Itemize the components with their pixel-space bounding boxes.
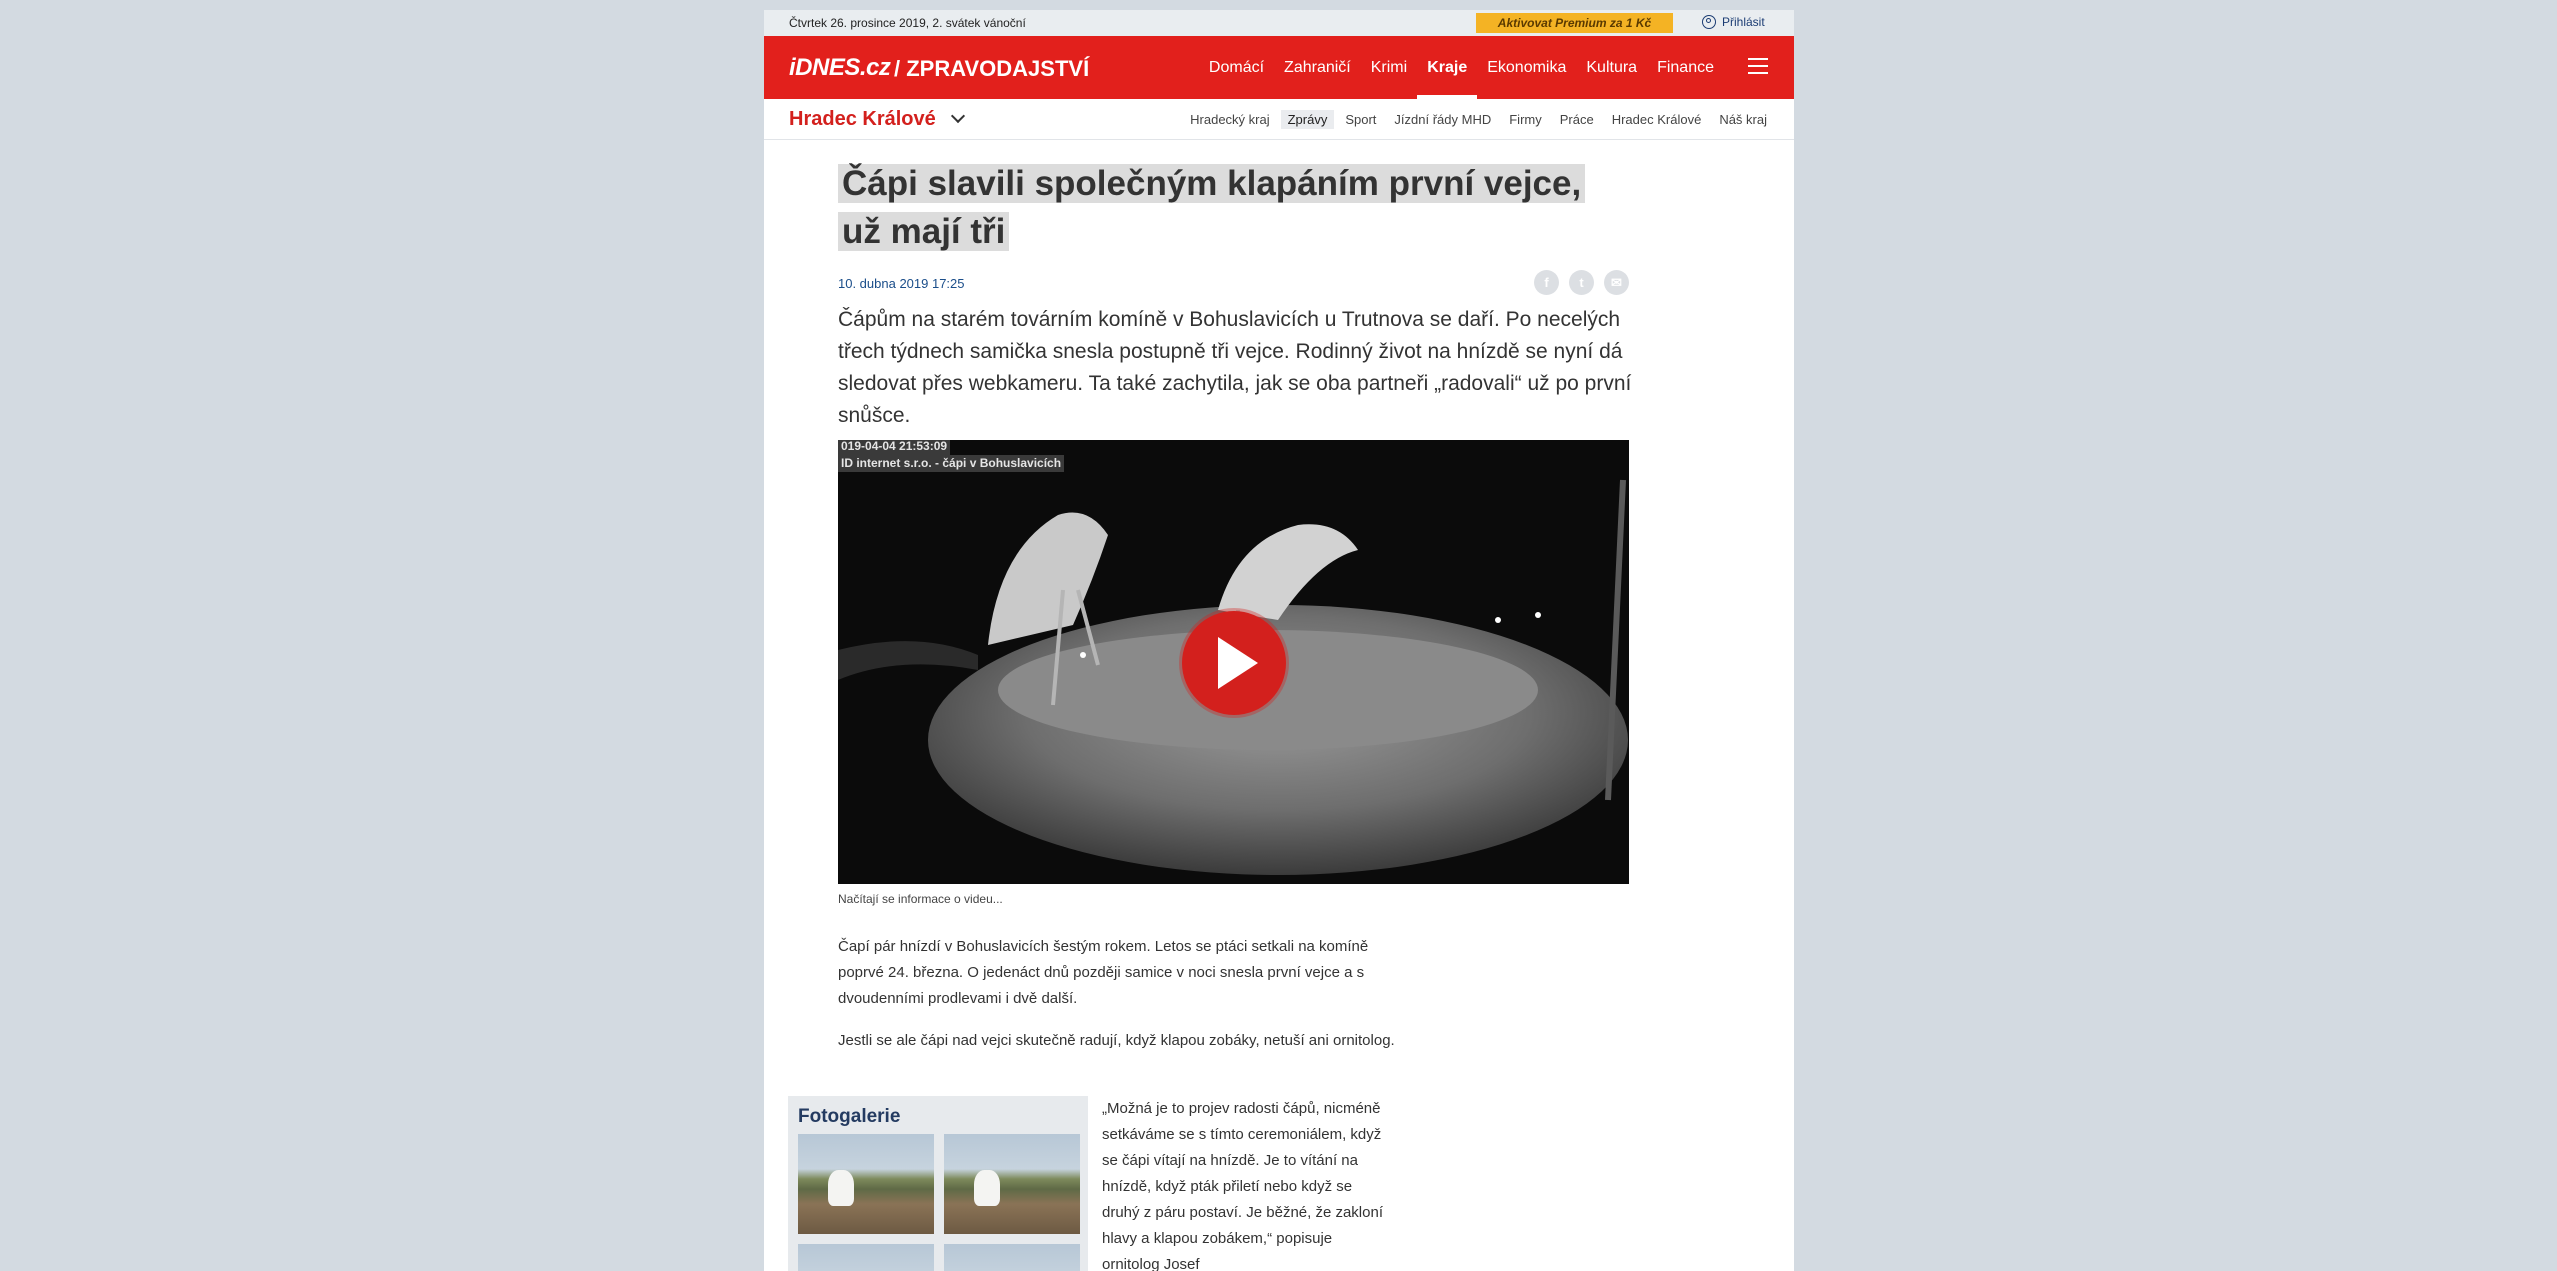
login-label: Přihlásit (1722, 15, 1765, 29)
main-nav (1199, 36, 1724, 99)
nav-item-krimi[interactable]: Krimi (1370, 59, 1408, 76)
section-title[interactable]: / ZPRAVODAJSTVÍ (894, 56, 1090, 81)
chevron-down-icon[interactable] (951, 109, 965, 123)
subnav-item-jizdni-rady[interactable]: Jízdní řády MHD (1394, 112, 1492, 127)
video-source: ID internet s.r.o. - čápi v Bohuslavicích (838, 455, 1064, 472)
subnav-item-zpravy[interactable]: Zprávy (1281, 110, 1335, 129)
article-date: 10. dubna 2019 17:25 (838, 276, 965, 291)
nav-item-zahranici[interactable]: Zahraničí (1284, 59, 1351, 76)
nav-item-ekonomika[interactable]: Ekonomika (1487, 59, 1567, 76)
subnav-item-sport[interactable]: Sport (1345, 112, 1377, 127)
photo-gallery[interactable] (788, 1096, 1088, 1271)
subnav-item-hradec-kralove[interactable]: Hradec Králové (1611, 112, 1702, 127)
article-paragraph: Čapí pár hnízdí v Bohuslavicích šestým rokem. Letos se ptáci setkali na komíně poprvé 24. března. O jedenáct dnů později samice v noci snesla první vejce a s dvoudenními prodlevami i dvě další. (838, 938, 1369, 1007)
gallery-thumbnail[interactable] (944, 1134, 1080, 1234)
headline-text: Čápi slavili společným klapáním první vejce, už mají tři (838, 164, 1585, 251)
article-perex: Čápům na starém továrním komíně v Bohuslavicích u Trutnova se daří. Po necelých třech týdnech samička snesla postupně tři vejce. Rodinný život na hnízdě se nyní dá sledovat přes webkameru. Ta také zachytila, jak se oba partneři „radovali“ už po první snůšce. (838, 308, 1632, 427)
video-caption: Načítají se informace o videu... (838, 892, 1003, 906)
hamburger-menu-icon[interactable] (1748, 58, 1768, 76)
nav-item-finance[interactable]: Finance (1657, 59, 1714, 76)
video-player[interactable] (838, 440, 1629, 884)
regional-subnav (764, 99, 1794, 140)
nav-item-domaci[interactable]: Domácí (1208, 59, 1265, 76)
share-buttons (1534, 270, 1629, 295)
article-paragraph: „Možná je to projev radosti čápů, nicméně setkáváme se s tímto ceremoniálem, když se čápi vítají na hnízdě. Je to vítání na hnízdě, když pták přiletí nebo když se druhý z páru postaví. Je běžné, že zakloní hlavy a klapou zobákem,“ popisuje ornitolog Josef (1102, 1100, 1383, 1271)
email-icon[interactable]: ✉ (1604, 270, 1629, 295)
subnav-item-firmy[interactable]: Firmy (1509, 112, 1542, 127)
nav-item-kultura[interactable]: Kultura (1586, 59, 1638, 76)
premium-button[interactable]: Aktivovat Premium za 1 Kč (1476, 13, 1673, 33)
current-date: Čtvrtek 26. prosince 2019, 2. svátek vánoční (789, 16, 1026, 30)
video-timestamp: 019-04-04 21:53:09 (838, 440, 950, 455)
subnav-item-hradecky-kraj[interactable]: Hradecký kraj (1190, 112, 1270, 127)
gallery-thumbnail[interactable] (798, 1244, 934, 1271)
gallery-thumbnail[interactable] (798, 1134, 934, 1234)
subnav-item-nas-kraj[interactable]: Náš kraj (1719, 112, 1767, 127)
gallery-thumbnail[interactable] (944, 1244, 1080, 1271)
page (764, 10, 1794, 1271)
subnav-item-prace[interactable]: Práce (1559, 112, 1594, 127)
facebook-icon[interactable]: f (1534, 270, 1559, 295)
site-logo[interactable]: iDNES.cz (789, 54, 891, 81)
nav-item-kraje[interactable]: Kraje (1417, 36, 1477, 99)
play-button[interactable] (1182, 611, 1286, 715)
subnav-links (1183, 110, 1774, 129)
top-bar (764, 10, 1794, 36)
article-headline (838, 160, 1598, 256)
site-header (764, 36, 1794, 99)
article-paragraph: Jestli se ale čápi nad vejci skutečně radují, když klapou zobáky, netuší ani ornitolog. (838, 1032, 1395, 1049)
gallery-title: Fotogalerie (798, 1106, 901, 1127)
user-circle-icon (1702, 15, 1716, 29)
login-link[interactable] (1702, 15, 1765, 29)
twitter-icon[interactable]: t (1569, 270, 1594, 295)
region-selector[interactable]: Hradec Králové (789, 108, 936, 130)
